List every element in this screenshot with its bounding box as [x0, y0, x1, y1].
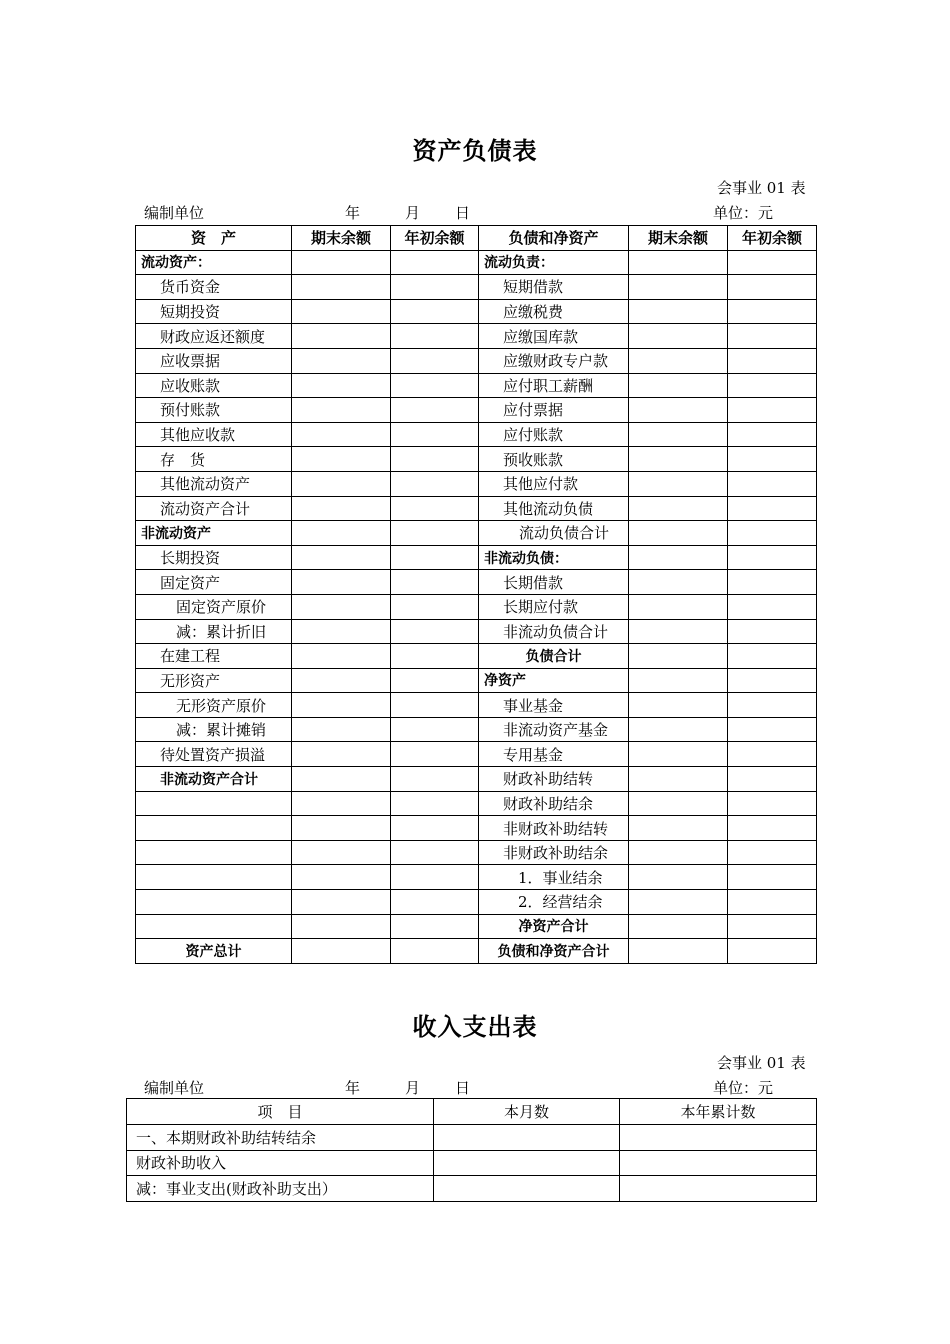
asset-item	[136, 816, 292, 841]
asset-end-balance-cell	[292, 742, 391, 767]
balance-sheet-month-label: 月	[405, 204, 421, 222]
asset-item: 固定资产原价	[136, 594, 292, 619]
liability-begin-balance-cell	[728, 816, 817, 841]
liability-begin-balance-cell	[728, 668, 817, 693]
liability-begin-balance-cell	[728, 767, 817, 792]
asset-item: 非流动资产	[136, 521, 292, 546]
liability-item: 流动负债合计	[479, 521, 629, 546]
asset-begin-balance-cell	[391, 816, 479, 841]
asset-item	[136, 914, 292, 939]
table-row	[136, 471, 817, 496]
liability-item: 净资产合计	[479, 914, 629, 939]
table-row	[127, 1150, 817, 1176]
asset-end-balance-cell	[292, 545, 391, 570]
asset-end-balance-cell	[292, 373, 391, 398]
asset-end-balance-cell	[292, 791, 391, 816]
liability-begin-balance-cell	[728, 447, 817, 472]
table-row	[136, 496, 817, 521]
this-month-cell	[434, 1176, 620, 1202]
asset-end-balance-cell	[292, 275, 391, 300]
asset-item: 减：累计折旧	[136, 619, 292, 644]
income-item: 财政补助收入	[127, 1150, 434, 1176]
asset-begin-balance-cell	[391, 299, 479, 324]
table-row	[136, 668, 817, 693]
liability-begin-balance-cell	[728, 939, 817, 964]
asset-begin-balance-cell	[391, 914, 479, 939]
asset-item: 财政应返还额度	[136, 324, 292, 349]
asset-begin-balance-cell	[391, 767, 479, 792]
asset-end-balance-cell	[292, 496, 391, 521]
asset-end-balance-cell	[292, 890, 391, 915]
asset-item: 无形资产	[136, 668, 292, 693]
liability-begin-balance-cell	[728, 791, 817, 816]
liability-item: 事业基金	[479, 693, 629, 718]
liability-end-balance-cell	[629, 545, 728, 570]
liability-item: 其他应付款	[479, 471, 629, 496]
header-assets: 资 产	[136, 226, 292, 251]
asset-begin-balance-cell	[391, 742, 479, 767]
asset-begin-balance-cell	[391, 939, 479, 964]
asset-begin-balance-cell	[391, 890, 479, 915]
asset-begin-balance-cell	[391, 348, 479, 373]
liability-end-balance-cell	[629, 865, 728, 890]
table-row	[136, 521, 817, 546]
table-row	[136, 767, 817, 792]
asset-end-balance-cell	[292, 348, 391, 373]
liability-item: 财政补助结转	[479, 767, 629, 792]
liability-end-balance-cell	[629, 570, 728, 595]
liability-item: 应付账款	[479, 422, 629, 447]
asset-item: 货币资金	[136, 275, 292, 300]
asset-item: 流动资产：	[136, 250, 292, 275]
income-statement-header-row	[127, 1099, 817, 1125]
asset-end-balance-cell	[292, 299, 391, 324]
liability-end-balance-cell	[629, 275, 728, 300]
table-row	[136, 275, 817, 300]
liability-item: 负债合计	[479, 644, 629, 669]
table-row	[136, 840, 817, 865]
liability-begin-balance-cell	[728, 619, 817, 644]
asset-end-balance-cell	[292, 398, 391, 423]
balance-sheet-form-code: 会事业 01 表	[717, 179, 806, 197]
liability-item: 2．经营结余	[479, 890, 629, 915]
liability-end-balance-cell	[629, 767, 728, 792]
balance-sheet-body	[136, 226, 817, 964]
table-row	[136, 422, 817, 447]
liability-end-balance-cell	[629, 521, 728, 546]
asset-end-balance-cell	[292, 914, 391, 939]
table-row	[136, 447, 817, 472]
asset-begin-balance-cell	[391, 865, 479, 890]
header-liability-begin-balance: 年初余额	[728, 226, 817, 251]
asset-end-balance-cell	[292, 570, 391, 595]
asset-item: 非流动资产合计	[136, 767, 292, 792]
liability-end-balance-cell	[629, 250, 728, 275]
liability-item: 非财政补助结余	[479, 840, 629, 865]
liability-item: 非流动负债：	[479, 545, 629, 570]
asset-begin-balance-cell	[391, 471, 479, 496]
asset-begin-balance-cell	[391, 717, 479, 742]
asset-item: 减：累计摊销	[136, 717, 292, 742]
table-row	[136, 693, 817, 718]
asset-item: 固定资产	[136, 570, 292, 595]
liability-begin-balance-cell	[728, 865, 817, 890]
asset-begin-balance-cell	[391, 496, 479, 521]
table-row	[136, 914, 817, 939]
asset-end-balance-cell	[292, 521, 391, 546]
liability-begin-balance-cell	[728, 717, 817, 742]
liability-begin-balance-cell	[728, 693, 817, 718]
income-statement-body	[127, 1099, 817, 1202]
liability-item: 流动负责：	[479, 250, 629, 275]
header-this-month: 本月数	[434, 1099, 620, 1125]
liability-begin-balance-cell	[728, 422, 817, 447]
income-item: 一、本期财政补助结转结余	[127, 1124, 434, 1150]
table-row	[136, 791, 817, 816]
liability-begin-balance-cell	[728, 275, 817, 300]
table-row	[136, 373, 817, 398]
liability-begin-balance-cell	[728, 250, 817, 275]
liability-end-balance-cell	[629, 668, 728, 693]
liability-begin-balance-cell	[728, 594, 817, 619]
asset-item: 流动资产合计	[136, 496, 292, 521]
liability-item: 应缴税费	[479, 299, 629, 324]
liability-begin-balance-cell	[728, 644, 817, 669]
liability-item: 应付职工薪酬	[479, 373, 629, 398]
header-year-to-date: 本年累计数	[620, 1099, 817, 1125]
asset-end-balance-cell	[292, 324, 391, 349]
table-row	[136, 742, 817, 767]
table-row	[136, 865, 817, 890]
asset-begin-balance-cell	[391, 324, 479, 349]
liability-end-balance-cell	[629, 693, 728, 718]
asset-begin-balance-cell	[391, 447, 479, 472]
header-asset-end-balance: 期末余额	[292, 226, 391, 251]
liability-item: 长期应付款	[479, 594, 629, 619]
asset-item: 长期投资	[136, 545, 292, 570]
balance-sheet-year-label: 年	[345, 204, 361, 222]
liability-end-balance-cell	[629, 914, 728, 939]
header-liabilities: 负债和净资产	[479, 226, 629, 251]
asset-begin-balance-cell	[391, 594, 479, 619]
asset-end-balance-cell	[292, 767, 391, 792]
header-liability-end-balance: 期末余额	[629, 226, 728, 251]
liability-begin-balance-cell	[728, 398, 817, 423]
liability-begin-balance-cell	[728, 324, 817, 349]
asset-begin-balance-cell	[391, 644, 479, 669]
table-row	[136, 717, 817, 742]
asset-begin-balance-cell	[391, 619, 479, 644]
liability-item: 应缴国库款	[479, 324, 629, 349]
asset-end-balance-cell	[292, 471, 391, 496]
asset-item	[136, 840, 292, 865]
this-month-cell	[434, 1150, 620, 1176]
liability-begin-balance-cell	[728, 521, 817, 546]
year-to-date-cell	[620, 1176, 817, 1202]
year-to-date-cell	[620, 1150, 817, 1176]
table-row	[127, 1124, 817, 1150]
liability-end-balance-cell	[629, 447, 728, 472]
liability-end-balance-cell	[629, 816, 728, 841]
liability-end-balance-cell	[629, 398, 728, 423]
liability-end-balance-cell	[629, 373, 728, 398]
liability-end-balance-cell	[629, 496, 728, 521]
income-statement-title: 收入支出表	[412, 1013, 538, 1041]
income-statement-unit-label: 单位：元	[713, 1079, 774, 1097]
liability-begin-balance-cell	[728, 914, 817, 939]
asset-end-balance-cell	[292, 250, 391, 275]
balance-sheet-compiler-label: 编制单位	[144, 204, 205, 222]
asset-begin-balance-cell	[391, 545, 479, 570]
asset-end-balance-cell	[292, 816, 391, 841]
asset-end-balance-cell	[292, 939, 391, 964]
liability-item: 非财政补助结转	[479, 816, 629, 841]
liability-begin-balance-cell	[728, 840, 817, 865]
asset-begin-balance-cell	[391, 570, 479, 595]
liability-begin-balance-cell	[728, 471, 817, 496]
asset-item: 在建工程	[136, 644, 292, 669]
asset-begin-balance-cell	[391, 373, 479, 398]
table-row	[136, 594, 817, 619]
asset-end-balance-cell	[292, 422, 391, 447]
liability-item: 其他流动负债	[479, 496, 629, 521]
table-row	[136, 570, 817, 595]
liability-end-balance-cell	[629, 717, 728, 742]
table-row	[136, 348, 817, 373]
liability-begin-balance-cell	[728, 496, 817, 521]
liability-item: 预收账款	[479, 447, 629, 472]
liability-item: 非流动负债合计	[479, 619, 629, 644]
asset-end-balance-cell	[292, 447, 391, 472]
asset-begin-balance-cell	[391, 693, 479, 718]
this-month-cell	[434, 1124, 620, 1150]
liability-item: 负债和净资产合计	[479, 939, 629, 964]
asset-item: 其他流动资产	[136, 471, 292, 496]
table-row	[136, 816, 817, 841]
asset-end-balance-cell	[292, 619, 391, 644]
liability-end-balance-cell	[629, 939, 728, 964]
asset-item: 待处置资产损溢	[136, 742, 292, 767]
asset-item: 无形资产原价	[136, 693, 292, 718]
asset-end-balance-cell	[292, 668, 391, 693]
liability-begin-balance-cell	[728, 890, 817, 915]
asset-item: 应收票据	[136, 348, 292, 373]
liability-end-balance-cell	[629, 594, 728, 619]
liability-end-balance-cell	[629, 299, 728, 324]
balance-sheet-unit-label: 单位：元	[713, 204, 774, 222]
asset-begin-balance-cell	[391, 521, 479, 546]
asset-item	[136, 865, 292, 890]
balance-sheet-header-row	[136, 226, 817, 251]
liability-end-balance-cell	[629, 791, 728, 816]
year-to-date-cell	[620, 1124, 817, 1150]
asset-begin-balance-cell	[391, 275, 479, 300]
liability-end-balance-cell	[629, 471, 728, 496]
liability-end-balance-cell	[629, 890, 728, 915]
table-row	[136, 890, 817, 915]
table-row	[127, 1176, 817, 1202]
liability-item: 净资产	[479, 668, 629, 693]
balance-sheet-table	[135, 225, 817, 964]
asset-item: 资产总计	[136, 939, 292, 964]
liability-end-balance-cell	[629, 840, 728, 865]
liability-item: 应缴财政专户款	[479, 348, 629, 373]
table-row	[136, 619, 817, 644]
liability-begin-balance-cell	[728, 373, 817, 398]
liability-begin-balance-cell	[728, 348, 817, 373]
asset-begin-balance-cell	[391, 840, 479, 865]
table-row	[136, 398, 817, 423]
income-statement-compiler-label: 编制单位	[144, 1079, 205, 1097]
table-row	[136, 545, 817, 570]
asset-item	[136, 890, 292, 915]
income-statement-day-label: 日	[455, 1079, 471, 1097]
liability-begin-balance-cell	[728, 545, 817, 570]
liability-end-balance-cell	[629, 644, 728, 669]
liability-item: 非流动资产基金	[479, 717, 629, 742]
liability-end-balance-cell	[629, 619, 728, 644]
income-statement-month-label: 月	[405, 1079, 421, 1097]
liability-item: 专用基金	[479, 742, 629, 767]
asset-end-balance-cell	[292, 717, 391, 742]
liability-end-balance-cell	[629, 742, 728, 767]
asset-end-balance-cell	[292, 693, 391, 718]
liability-end-balance-cell	[629, 324, 728, 349]
liability-item: 财政补助结余	[479, 791, 629, 816]
asset-item: 预付账款	[136, 398, 292, 423]
balance-sheet-day-label: 日	[455, 204, 471, 222]
asset-item: 短期投资	[136, 299, 292, 324]
liability-item: 1．事业结余	[479, 865, 629, 890]
table-row	[136, 250, 817, 275]
asset-end-balance-cell	[292, 865, 391, 890]
header-asset-begin-balance: 年初余额	[391, 226, 479, 251]
table-row	[136, 939, 817, 964]
asset-end-balance-cell	[292, 644, 391, 669]
income-statement-form-code: 会事业 01 表	[717, 1054, 806, 1072]
asset-begin-balance-cell	[391, 398, 479, 423]
asset-begin-balance-cell	[391, 791, 479, 816]
liability-item: 短期借款	[479, 275, 629, 300]
income-statement-year-label: 年	[345, 1079, 361, 1097]
table-row	[136, 324, 817, 349]
liability-begin-balance-cell	[728, 742, 817, 767]
header-item: 项 目	[127, 1099, 434, 1125]
income-item: 减：事业支出(财政补助支出）	[127, 1176, 434, 1202]
liability-item: 应付票据	[479, 398, 629, 423]
table-row	[136, 644, 817, 669]
liability-begin-balance-cell	[728, 570, 817, 595]
table-row	[136, 299, 817, 324]
liability-end-balance-cell	[629, 422, 728, 447]
asset-item	[136, 791, 292, 816]
balance-sheet-title: 资产负债表	[412, 137, 538, 165]
liability-item: 长期借款	[479, 570, 629, 595]
asset-end-balance-cell	[292, 840, 391, 865]
asset-item: 存 货	[136, 447, 292, 472]
asset-end-balance-cell	[292, 594, 391, 619]
liability-end-balance-cell	[629, 348, 728, 373]
asset-begin-balance-cell	[391, 422, 479, 447]
asset-item: 应收账款	[136, 373, 292, 398]
asset-begin-balance-cell	[391, 668, 479, 693]
asset-begin-balance-cell	[391, 250, 479, 275]
liability-begin-balance-cell	[728, 299, 817, 324]
asset-item: 其他应收款	[136, 422, 292, 447]
income-statement-table	[126, 1098, 817, 1202]
